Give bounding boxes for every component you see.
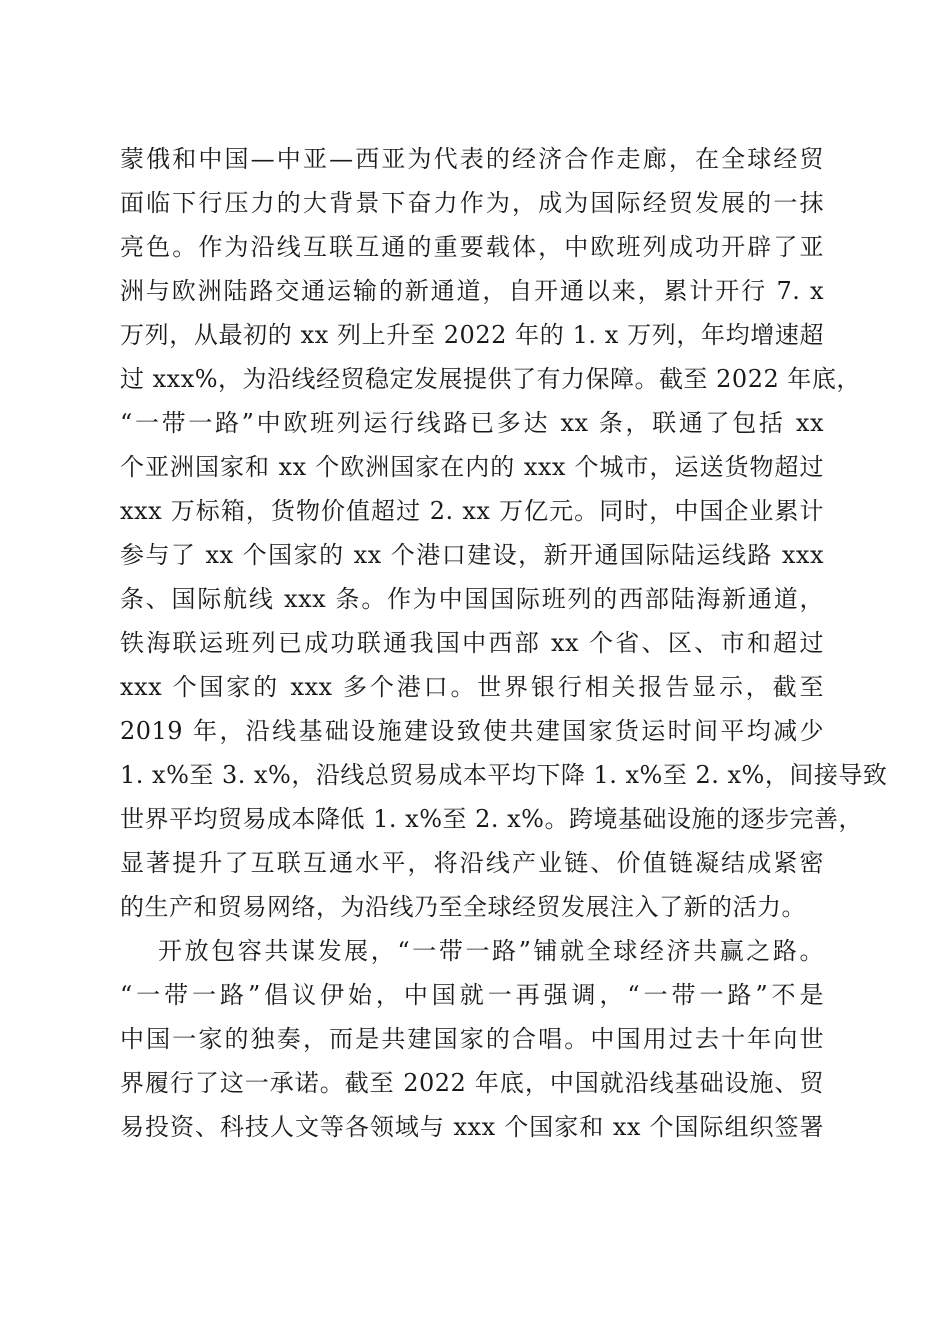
paragraph-2	[120, 929, 824, 1149]
text-line: 条、国际航线 xxx 条。作为中国国际班列的西部陆海新通道，	[120, 585, 824, 613]
text-line: 洲与欧洲陆路交通运输的新通道，自开通以来，累计开行 7. x	[120, 277, 824, 305]
text-line: 亮色。作为沿线互联互通的重要载体，中欧班列成功开辟了亚	[120, 233, 824, 261]
text-line: 蒙俄和中国—中亚—西亚为代表的经济合作走廊，在全球经贸	[120, 145, 824, 173]
text-line: 世界平均贸易成本降低 1. x%至 2. x%。跨境基础设施的逐步完善，	[120, 805, 863, 833]
text-line: “一带一路”倡议伊始，中国就一再强调，“一带一路”不是	[120, 981, 824, 1009]
text-line: 的生产和贸易网络，为沿线乃至全球经贸发展注入了新的活力。	[120, 893, 806, 921]
text-line: 铁海联运班列已成功联通我国中西部 xx 个省、区、市和超过	[120, 629, 824, 657]
text-line: 过 xxx%，为沿线经贸稳定发展提供了有力保障。截至 2022 年底，	[120, 365, 861, 393]
text-line: 面临下行压力的大背景下奋力作为，成为国际经贸发展的一抹	[120, 189, 824, 217]
text-line: 万列，从最初的 xx 列上升至 2022 年的 1. x 万列，年均增速超	[120, 321, 824, 349]
text-line: xxx 万标箱，货物价值超过 2. xx 万亿元。同时，中国企业累计	[120, 497, 824, 525]
text-line: 界履行了这一承诺。截至 2022 年底，中国就沿线基础设施、贸	[120, 1069, 824, 1097]
document-body	[120, 137, 888, 1149]
text-line: 个亚洲国家和 xx 个欧洲国家在内的 xxx 个城市，运送货物超过	[120, 453, 824, 481]
text-line: “一带一路”中欧班列运行线路已多达 xx 条，联通了包括 xx	[120, 409, 824, 437]
text-line: 中国一家的独奏，而是共建国家的合唱。中国用过去十年向世	[120, 1025, 824, 1053]
text-line: 显著提升了互联互通水平，将沿线产业链、价值链凝结成紧密	[120, 849, 824, 877]
text-line: 参与了 xx 个国家的 xx 个港口建设，新开通国际陆运线路 xxx	[120, 541, 824, 569]
text-line: 1. x%至 3. x%，沿线总贸易成本平均下降 1. x%至 2. x%，间接导致	[120, 761, 888, 789]
text-line: 2019 年，沿线基础设施建设致使共建国家货运时间平均减少	[120, 717, 824, 745]
paragraph-1	[120, 137, 888, 929]
text-line: 开放包容共谋发展，“一带一路”铺就全球经济共赢之路。	[158, 937, 824, 965]
text-line: xxx 个国家的 xxx 多个港口。世界银行相关报告显示，截至	[120, 673, 824, 701]
text-line: 易投资、科技人文等各领域与 xxx 个国家和 xx 个国际组织签署	[120, 1113, 824, 1141]
